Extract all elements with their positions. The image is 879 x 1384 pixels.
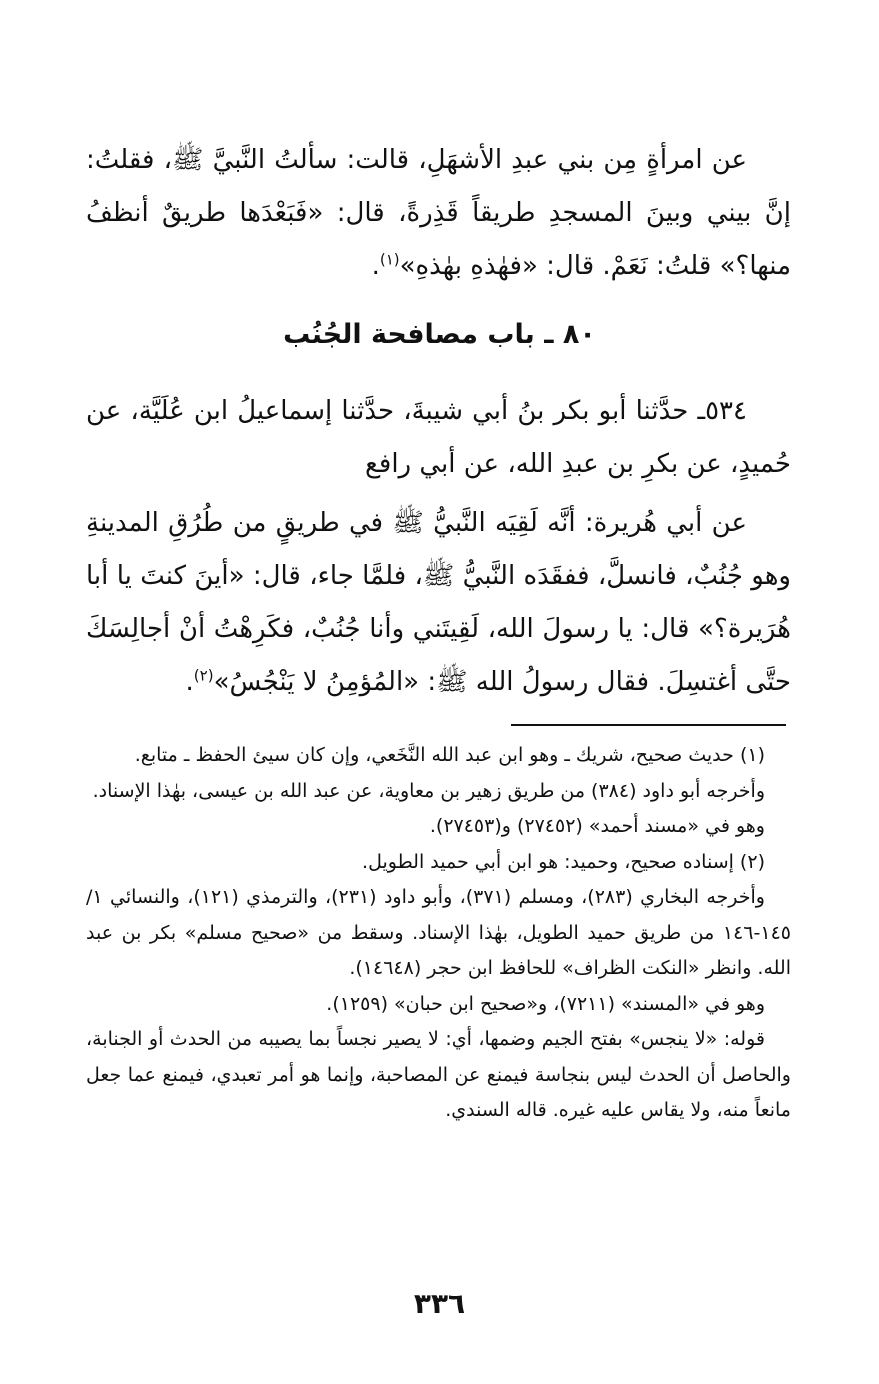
footnote-paragraph: وأخرجه أبو داود (٣٨٤) من طريق زهير بن معاوية، عن عبد الله بن عيسى، بهٰذا الإسناد. — [92, 779, 765, 802]
paragraph — [86, 134, 791, 293]
footnote-paragraph: وهو في «مسند أحمد» (٢٧٤٥٢) و(٢٧٤٥٣). — [429, 815, 765, 837]
footnote-reference: (٢) — [193, 666, 214, 685]
chapter-heading: ٨٠ ـ باب مصافحة الجُنُب — [283, 319, 596, 350]
footnote-reference: (١) — [379, 250, 400, 269]
footnote-paragraph: (٢) إسناده صحيح، وحميد: هو ابن أبي حميد الطويل. — [362, 850, 765, 873]
footnotes — [86, 738, 791, 1129]
page-number: ٣٣٦ — [413, 1287, 466, 1320]
footnote-paragraph: (١) حديث صحيح، شريك ـ وهو ابن عبد الله النَّخَعي، وإن كان سيئ الحفظ ـ متابع. — [134, 744, 765, 766]
hadith-534-matn — [86, 497, 791, 709]
isnad-text: ٥٣٤ـ حدَّثنا أبو بكر بنُ أبي شيبةَ، حدَّثنا إسماعيلُ ابن عُلَيَّة، عن حُميدٍ، عن بكرِ بن عبدِ الله، عن أبي رافع — [86, 396, 791, 479]
hadith-text-continuation — [86, 134, 791, 293]
matn-text: عن أبي هُريرة: أنَّه لَقِيَه النَّبيُّ ﷺ في طريقٍ من طُرُقِ المدينةِ وهو جُنُبٌ، فانسلَّ، ففقَدَه النَّبيُّ ﷺ، فلمَّا جاء، قال: «أينَ كنتَ يا أبا هُرَيرة؟» قال: يا رسولَ الله، لَقِيتَني وأنا جُنُبٌ، فكَرِهْتُ أنْ أجالِسَكَ حتَّى أغتسِلَ. فقال رسولُ الله ﷺ: «المُؤمِنُ لا يَنْجُسُ» — [86, 508, 791, 697]
footnote-separator — [511, 724, 786, 726]
matn — [86, 497, 791, 709]
footnote-paragraph: وهو في «المسند» (٧٢١١)، و«صحيح ابن حبان» (١٢٥٩). — [326, 992, 765, 1015]
footnote-paragraph: قوله: «لا ينجس» بفتح الجيم وضمها، أي: لا يصير نجساً بما يصيبه من الحدث أو الجنابة، والحاصل أن الحدث ليس بنجاسة فيمنع عن المصاحبة، وإنما هو أمر تعبدي، فيمنع عما جعل مانعاً منه، ولا يقاس عليه غيره. قاله السندي. — [86, 1028, 791, 1121]
paragraph-trailing: . — [371, 251, 380, 281]
paragraph-text: عن امرأةٍ مِن بني عبدِ الأشهَلِ، قالت: سألتُ النَّبيَّ ﷺ، فقلتُ: إنَّ بيني وبينَ المسجدِ طريقاً قَذِرةً، قال: «فَبَعْدَها طريقٌ أنظفُ منها؟» قلتُ: نَعَمْ. قال: «فهٰذهِ بهٰذهِ» — [86, 145, 791, 281]
footnote-paragraph: وأخرجه البخاري (٢٨٣)، ومسلم (٣٧١)، وأبو داود (٢٣١)، والترمذي (١٢١)، والنسائي ١/ ١٤٥-١٤٦ من طريق حميد الطويل، بهٰذا الإسناد. وسقط من «صحيح مسلم» بكر بن عبد الله. وانظر «النكت الظراف» للحافظ ابن حجر (١٤٦٤٨). — [86, 886, 791, 979]
hadith-534-isnad — [86, 385, 791, 491]
matn-trailing: . — [185, 667, 194, 697]
